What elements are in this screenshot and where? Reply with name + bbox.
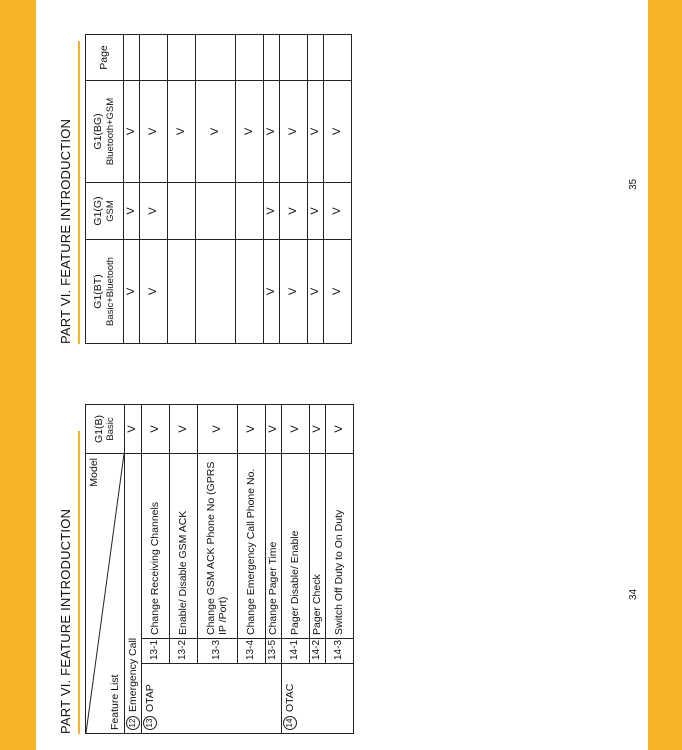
group-label: OTAP [143, 684, 156, 712]
right-header-row [86, 35, 124, 344]
support-mark-g1bg: V [124, 81, 140, 183]
left-title-rule [78, 431, 80, 734]
support-mark-g1bt: V [140, 240, 168, 344]
support-mark-g1b: V [198, 404, 238, 453]
support-mark-g1bt [236, 240, 264, 344]
feature-number: 13-4 [238, 639, 266, 664]
table-row [324, 35, 352, 344]
page-ref [196, 35, 236, 81]
model-feature-header [86, 453, 125, 733]
col-header-g1b [86, 404, 125, 453]
feature-name: Pager Check [310, 453, 326, 638]
support-mark-g1b: V [266, 404, 282, 453]
support-mark-g1bt [168, 240, 196, 344]
page-ref [308, 35, 324, 81]
page-ref [124, 35, 140, 81]
model-label: Model [88, 457, 100, 487]
page-ref [168, 35, 196, 81]
page-ref [280, 35, 308, 81]
table-row [236, 35, 264, 344]
support-mark-g1g: V [324, 183, 352, 240]
support-mark-g1bg: V [324, 81, 352, 183]
feature-group-cell [282, 664, 354, 734]
support-mark-g1b: V [238, 404, 266, 453]
feature-name: Change Pager Time [266, 453, 282, 638]
table-row [125, 404, 142, 733]
page-ref [236, 35, 264, 81]
group-number-circle: 14 [283, 716, 297, 730]
table-row [282, 404, 310, 733]
support-mark-g1bt: V [324, 240, 352, 344]
support-mark-g1bg: V [308, 81, 324, 183]
table-row [280, 35, 308, 344]
support-mark-g1g: V [280, 183, 308, 240]
col-header-g1bg-model: G1(BG) [92, 113, 105, 150]
rotated-spread [36, 0, 648, 750]
support-mark-g1bt: V [124, 240, 140, 344]
feature-number: 14-1 [282, 639, 310, 664]
left-header-row [86, 404, 125, 733]
col-header-g1g-desc: GSM [104, 200, 116, 222]
support-mark-g1bt: V [280, 240, 308, 344]
support-mark-g1bg: V [280, 81, 308, 183]
feature-name: Change Receiving Channels [142, 453, 170, 638]
table-row [124, 35, 140, 344]
feature-name: Change GSM ACK Phone No (GPRS IP /Port) [198, 453, 238, 638]
support-mark-g1g [196, 183, 236, 240]
support-mark-g1bg: V [236, 81, 264, 183]
support-mark-g1b: V [142, 404, 170, 453]
col-header-g1bg [86, 81, 124, 183]
group-label: OTAC [283, 683, 296, 712]
support-mark-g1bg: V [168, 81, 196, 183]
feature-name: Pager Disable/ Enable [282, 453, 310, 638]
right-page-number: 35 [628, 178, 639, 190]
feature-number: 13-5 [266, 639, 282, 664]
right-accent-strip [648, 0, 682, 750]
support-mark-g1b: V [170, 404, 198, 453]
table-row [140, 35, 168, 344]
feature-number: 13-3 [198, 639, 238, 664]
support-mark-g1bg: V [140, 81, 168, 183]
table-row [168, 35, 196, 344]
page-ref [140, 35, 168, 81]
right-title-rule [78, 41, 80, 344]
feature-group-cell [142, 664, 282, 734]
left-page-title: PART VI. FEATURE INTRODUCTION [58, 508, 73, 734]
group-number-circle: 12 [126, 716, 140, 730]
col-header-g1b-desc: Basic [105, 417, 116, 441]
feature-group-emergency-call [125, 453, 142, 733]
support-mark-g1g: V [140, 183, 168, 240]
left-accent-strip [0, 0, 36, 750]
feature-name: Switch Off Duty to On Duty [326, 453, 354, 638]
table-row [264, 35, 280, 344]
support-mark-g1b: V [310, 404, 326, 453]
support-mark-g1b: V [282, 404, 310, 453]
col-header-g1g-model: G1(G) [92, 196, 105, 226]
col-header-g1g [86, 183, 124, 240]
right-model-table [85, 34, 352, 344]
col-header-g1bt-model: G1(BT) [92, 274, 105, 309]
group-label: Emergency Call [126, 637, 139, 712]
feature-number: 14-3 [326, 639, 354, 664]
page-ref [324, 35, 352, 81]
table-row [196, 35, 236, 344]
col-header-g1b-model: G1(B) [92, 414, 105, 443]
support-mark-g1g [236, 183, 264, 240]
support-mark-g1g: V [264, 183, 280, 240]
support-mark-g1b: V [326, 404, 354, 453]
col-header-g1bt-desc: Basic+Bluetooth [104, 257, 116, 326]
feature-name: Enable/ Disable GSM ACK [170, 453, 198, 638]
col-header-g1bg-desc: Bluetooth+GSM [104, 97, 116, 166]
support-mark-g1g: V [308, 183, 324, 240]
group-number-circle: 13 [143, 716, 157, 730]
page-ref [264, 35, 280, 81]
col-header-g1bt [86, 240, 124, 344]
col-header-page: Page [86, 35, 124, 81]
support-mark-g1bg: V [196, 81, 236, 183]
left-feature-table [85, 404, 354, 734]
left-page-number: 34 [628, 588, 639, 600]
support-mark-g1b: V [125, 404, 142, 453]
feature-list-label: Feature List [108, 674, 121, 730]
feature-number: 13-1 [142, 639, 170, 664]
support-mark-g1bt: V [308, 240, 324, 344]
support-mark-g1bt [196, 240, 236, 344]
table-row [142, 404, 170, 733]
right-page-title: PART VI. FEATURE INTRODUCTION [58, 118, 73, 344]
feature-name: Change Emergency Call Phone No. [238, 453, 266, 638]
support-mark-g1bg: V [264, 81, 280, 183]
feature-number: 14-2 [310, 639, 326, 664]
support-mark-g1g [168, 183, 196, 240]
support-mark-g1g: V [124, 183, 140, 240]
table-row [308, 35, 324, 344]
support-mark-g1bt: V [264, 240, 280, 344]
feature-number: 13-2 [170, 639, 198, 664]
